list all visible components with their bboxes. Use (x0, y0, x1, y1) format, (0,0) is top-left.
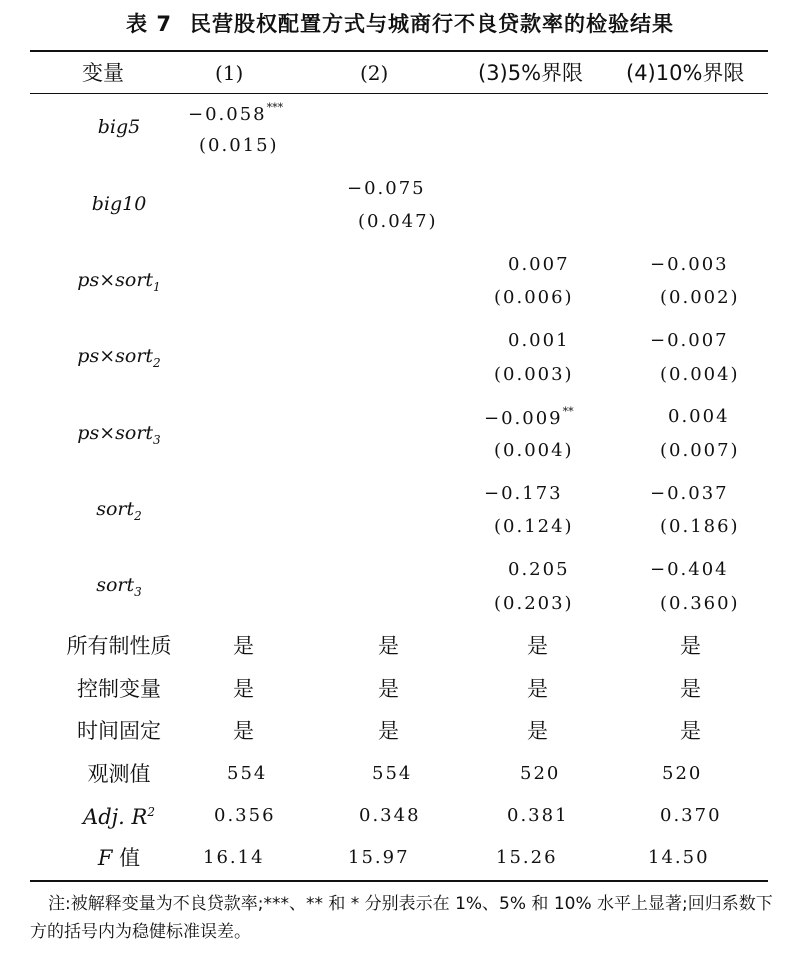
control-ownership-c4: 是 (680, 634, 701, 658)
var-big10: big10 (91, 193, 147, 215)
coef-sort3-c3: 0.205 (508, 559, 570, 580)
coef-sort2-c4: −0.037 (650, 483, 729, 504)
control-label-ownership: 所有制性质 (66, 634, 172, 658)
var-ps-sort1: ps×sort$_1$ (77, 269, 161, 294)
header-col-3: (3)5%界限 (478, 61, 584, 85)
control-timefe-c1: 是 (233, 719, 254, 743)
stat-adjr2-c4: 0.370 (660, 805, 722, 826)
control-timefe-c4: 是 (680, 719, 701, 743)
coef-sort3-c4: −0.404 (650, 559, 729, 580)
se-big10-c2: (0.047) (358, 211, 438, 232)
control-label-controls: 控制变量 (77, 677, 161, 701)
bottom-rule (30, 880, 768, 882)
coef-ps-sort3-c3: −0.009** (484, 405, 574, 429)
control-controls-c3: 是 (527, 677, 548, 701)
header-col-2: (2) (360, 61, 389, 85)
var-sort2: sort$_2$ (96, 498, 142, 523)
stat-label-obs: 观测值 (87, 762, 151, 786)
coef-sort2-c3: −0.173 (484, 483, 563, 504)
se-ps-sort1-c4: (0.002) (660, 287, 740, 308)
header-variable: 变量 (82, 61, 124, 85)
top-rule (30, 50, 768, 52)
stat-f-c2: 15.97 (348, 847, 410, 868)
coef-ps-sort1-c4: −0.003 (650, 254, 729, 275)
header-rule (30, 93, 768, 94)
stat-obs-c4: 520 (662, 763, 703, 784)
control-controls-c2: 是 (378, 677, 399, 701)
table-caption: 民营股权配置方式与城商行不良贷款率的检验结果 (189, 12, 674, 36)
stat-adjr2-c1: 0.356 (214, 805, 276, 826)
coef-ps-sort1-c3: 0.007 (508, 254, 570, 275)
table-note: 注:被解释变量为不良贷款率;***、** 和 * 分别表示在 1%、5% 和 10% 水平上显著;回归系数下方的括号内为稳健标准误差。 (30, 894, 773, 942)
coef-big5-c1: −0.058*** (188, 101, 284, 125)
control-controls-c4: 是 (680, 677, 701, 701)
stat-f-c3: 15.26 (496, 847, 558, 868)
stat-obs-c3: 520 (520, 763, 561, 784)
control-ownership-c3: 是 (527, 634, 548, 658)
control-timefe-c3: 是 (527, 719, 548, 743)
var-ps-sort2: ps×sort$_2$ (77, 345, 161, 370)
stat-f-c1: 16.14 (203, 847, 265, 868)
header-col-4: (4)10%界限 (626, 61, 745, 85)
se-sort2-c3: (0.124) (494, 516, 574, 537)
se-ps-sort1-c3: (0.006) (494, 287, 574, 308)
coef-ps-sort2-c4: −0.007 (650, 330, 729, 351)
coef-big10-c2: −0.075 (347, 178, 426, 199)
var-big5: big5 (97, 116, 141, 138)
var-ps-sort3: ps×sort$_3$ (77, 422, 161, 447)
header-col-1: (1) (215, 61, 244, 85)
table-number: 表 7 (126, 12, 172, 36)
se-sort2-c4: (0.186) (660, 516, 740, 537)
stat-obs-c2: 554 (372, 763, 413, 784)
stat-obs-c1: 554 (227, 763, 268, 784)
control-controls-c1: 是 (233, 677, 254, 701)
table-title (0, 8, 800, 38)
se-sort3-c4: (0.360) (660, 593, 740, 614)
var-sort3: sort$_3$ (96, 574, 142, 599)
se-sort3-c3: (0.203) (494, 593, 574, 614)
control-ownership-c1: 是 (233, 634, 254, 658)
se-ps-sort2-c4: (0.004) (660, 364, 740, 385)
control-label-timefe: 时间固定 (77, 719, 161, 743)
coef-ps-sort3-c4: 0.004 (668, 406, 730, 427)
coef-ps-sort2-c3: 0.001 (508, 330, 570, 351)
stat-f-c4: 14.50 (648, 847, 710, 868)
se-ps-sort3-c3: (0.004) (494, 440, 574, 461)
control-ownership-c2: 是 (378, 634, 399, 658)
stat-adjr2-c3: 0.381 (507, 805, 569, 826)
se-ps-sort2-c3: (0.003) (494, 364, 574, 385)
stat-label-adjr2: Adj. $R^2$ (83, 805, 155, 829)
se-big5-c1: (0.015) (199, 135, 279, 156)
stat-adjr2-c2: 0.348 (359, 805, 421, 826)
se-ps-sort3-c4: (0.007) (660, 440, 740, 461)
control-timefe-c2: 是 (378, 719, 399, 743)
stat-label-f: F 值 (97, 846, 141, 870)
